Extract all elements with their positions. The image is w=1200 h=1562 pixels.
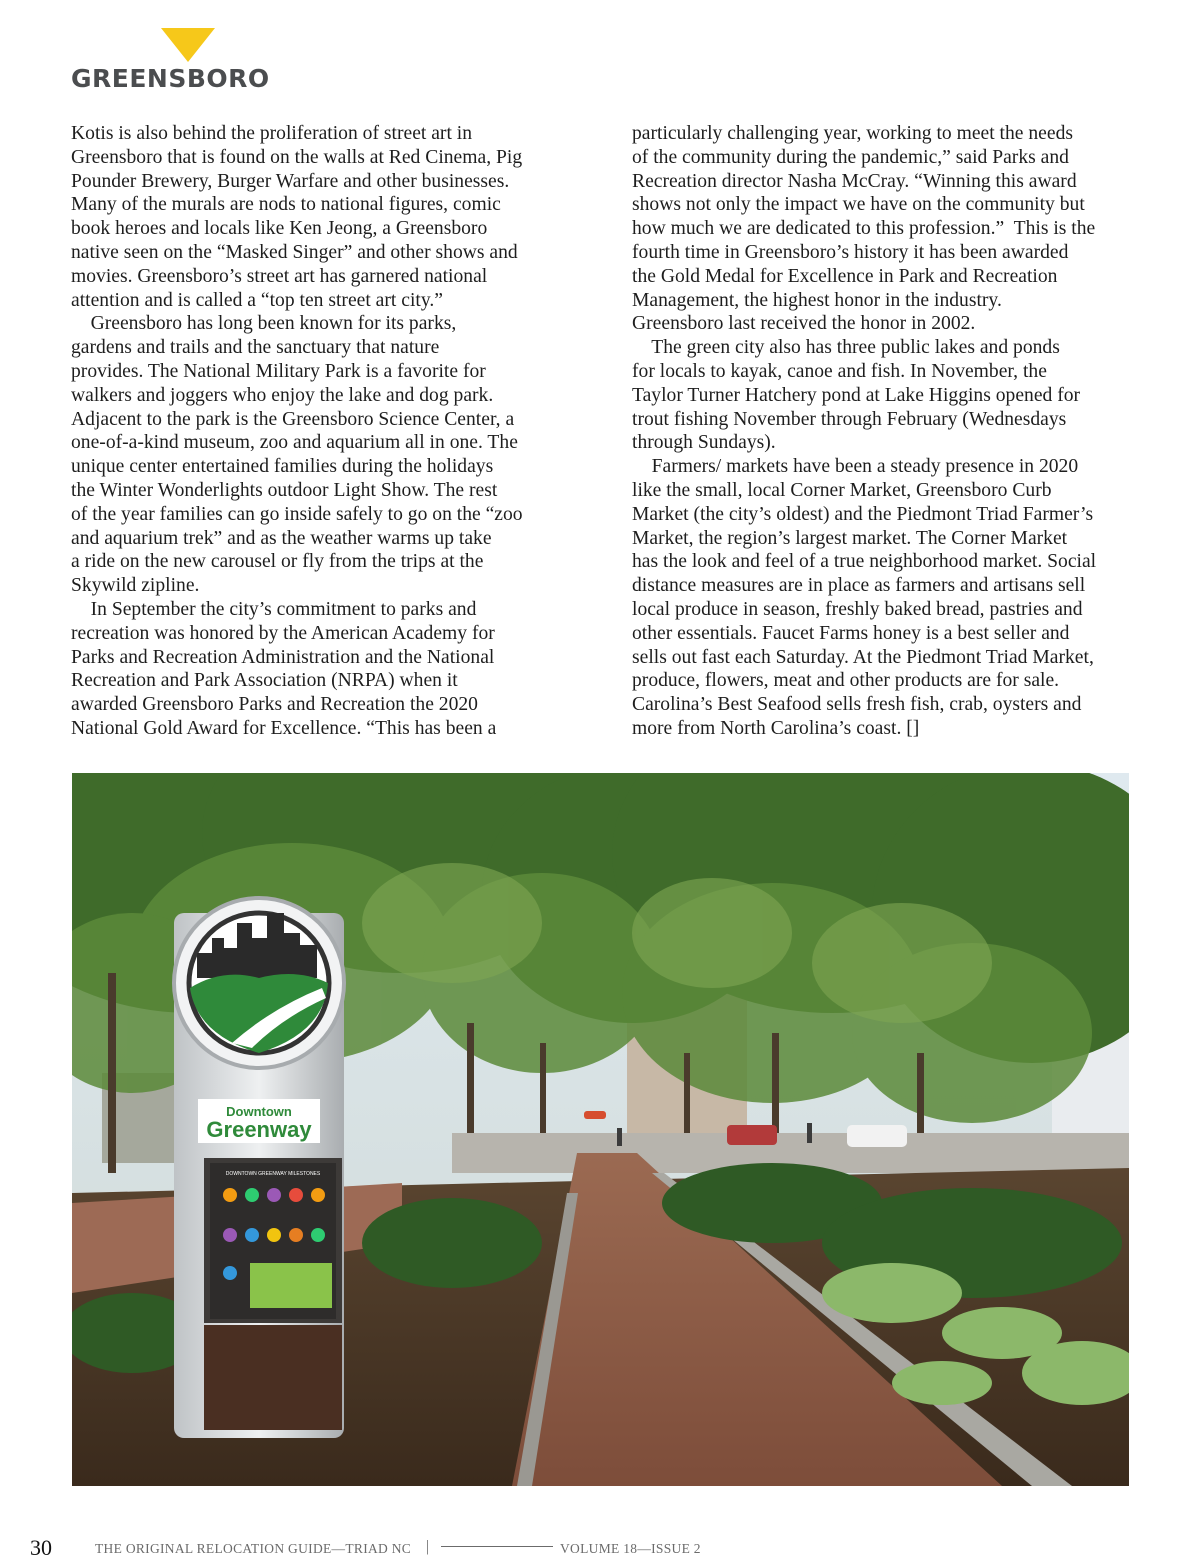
- left-text-line: one-of-a-kind museum, zoo and aquarium all in one. The: [71, 432, 518, 454]
- article-right-column: [632, 122, 1138, 741]
- right-text-line: Greensboro last received the honor in 2002.: [632, 313, 976, 335]
- right-text-line: Recreation director Nasha McCray. “Winning this award: [632, 170, 1077, 192]
- page-number: 30: [30, 1535, 52, 1560]
- right-text-line: Taylor Turner Hatchery pond at Lake Higgins opened for: [632, 384, 1081, 406]
- left-text-line: Skywild zipline.: [71, 575, 200, 597]
- right-text-line: for locals to kayak, canoe and fish. In November, the: [632, 360, 1047, 382]
- left-text-line: a ride on the new carousel or fly from the trips at the: [71, 551, 484, 573]
- section-marker-triangle: [161, 28, 215, 62]
- footer-rule: [441, 1546, 553, 1547]
- right-text-line: fourth time in Greensboro’s history it has been awarded: [632, 241, 1069, 263]
- left-text-line: In September the city’s commitment to parks and: [71, 598, 477, 620]
- left-text-line: Many of the murals are nods to national figures, comic: [71, 194, 501, 216]
- left-text-line: National Gold Award for Excellence. “This has been a: [71, 717, 497, 739]
- right-text-line: has the look and feel of a true neighborhood market. Social: [632, 551, 1097, 573]
- right-text-line: particularly challenging year, working to meet the needs: [632, 123, 1074, 144]
- right-text-line: Management, the highest honor in the industry.: [632, 289, 1002, 311]
- left-text-line: attention and is called a “top ten street art city.”: [71, 289, 443, 311]
- publication-title: THE ORIGINAL RELOCATION GUIDE—TRIAD NC: [95, 1541, 412, 1556]
- left-text-line: native seen on the “Masked Singer” and other shows and: [71, 241, 518, 263]
- right-text-line: of the community during the pandemic,” said Parks and: [632, 146, 1069, 168]
- right-text-line: through Sundays).: [632, 432, 776, 454]
- volume-issue: VOLUME 18—ISSUE 2: [560, 1541, 701, 1556]
- left-text-line: movies. Greensboro’s street art has garnered national: [71, 265, 488, 287]
- sign-line1: Downtown: [226, 1104, 292, 1119]
- left-text-line: recreation was honored by the American Academy for: [71, 622, 495, 644]
- right-text-line: Market, the region’s largest market. The Corner Market: [632, 527, 1068, 549]
- right-text-line: local produce in season, freshly baked bread, pastries and: [632, 598, 1083, 620]
- left-text-line: walkers and joggers who enjoy the lake and dog park.: [71, 384, 494, 406]
- left-text-line: unique center entertained families during the holidays: [71, 456, 494, 478]
- right-text-line: produce, flowers, meat and other products are for sale.: [632, 670, 1060, 692]
- left-text-line: provides. The National Military Park is a favorite for: [71, 360, 486, 382]
- right-text-line: trout fishing November through February (Wednesdays: [632, 408, 1067, 430]
- left-text-line: book heroes and locals like Ken Jeong, a Greensboro: [71, 218, 488, 240]
- greenway-photo: [72, 773, 1129, 1486]
- left-text-line: of the year families can go inside safely to go on the “zoo: [71, 503, 523, 525]
- left-text-line: Greensboro has long been known for its parks,: [71, 313, 457, 335]
- right-text-line: like the small, local Corner Market, Greensboro Curb: [632, 479, 1052, 501]
- footer-separator: |: [426, 1538, 430, 1555]
- right-text-line: shows not only the impact we have on the community but: [632, 194, 1085, 216]
- right-text-line: the Gold Medal for Excellence in Park and Recreation: [632, 265, 1058, 287]
- left-text-line: Adjacent to the park is the Greensboro Science Center, a: [71, 408, 515, 430]
- right-text-line: The green city also has three public lakes and ponds: [632, 337, 1060, 359]
- left-text-line: the Winter Wonderlights outdoor Light Show. The rest: [71, 479, 498, 501]
- left-text-line: gardens and trails and the sanctuary that nature: [71, 337, 440, 359]
- right-text-line: other essentials. Faucet Farms honey is a best seller and: [632, 622, 1070, 644]
- left-text-line: Parks and Recreation Administration and the National: [71, 646, 495, 668]
- article-left-column: [71, 122, 569, 741]
- left-text-line: Pounder Brewery, Burger Warfare and other businesses.: [71, 170, 510, 192]
- left-text-line: and aquarium trek” and as the weather warms up take: [71, 527, 492, 549]
- sign-line2: Greenway: [206, 1117, 312, 1142]
- right-text-line: sells out fast each Saturday. At the Piedmont Triad Market,: [632, 646, 1094, 668]
- right-text-line: Market (the city’s oldest) and the Piedmont Triad Farmer’s: [632, 503, 1094, 525]
- section-title: GREENSBORO: [71, 64, 270, 93]
- right-text-line: distance measures are in place as farmers and artisans sell: [632, 575, 1086, 597]
- right-text-line: Farmers/ markets have been a steady presence in 2020: [632, 456, 1079, 478]
- left-text-line: Greensboro that is found on the walls at Red Cinema, Pig: [71, 146, 523, 168]
- left-text-line: Recreation and Park Association (NRPA) when it: [71, 670, 458, 692]
- left-text-line: awarded Greensboro Parks and Recreation the 2020: [71, 694, 478, 716]
- right-text-line: more from North Carolina’s coast. []: [632, 717, 920, 739]
- left-text-line: Kotis is also behind the proliferation of street art in: [71, 123, 473, 144]
- right-text-line: how much we are dedicated to this profession.” This is the: [632, 218, 1096, 240]
- right-text-line: Carolina’s Best Seafood sells fresh fish, crab, oysters and: [632, 694, 1082, 716]
- greenway-sign: [174, 898, 344, 1438]
- milestones-board-title: DOWNTOWN GREENWAY MILESTONES: [225, 1171, 321, 1177]
